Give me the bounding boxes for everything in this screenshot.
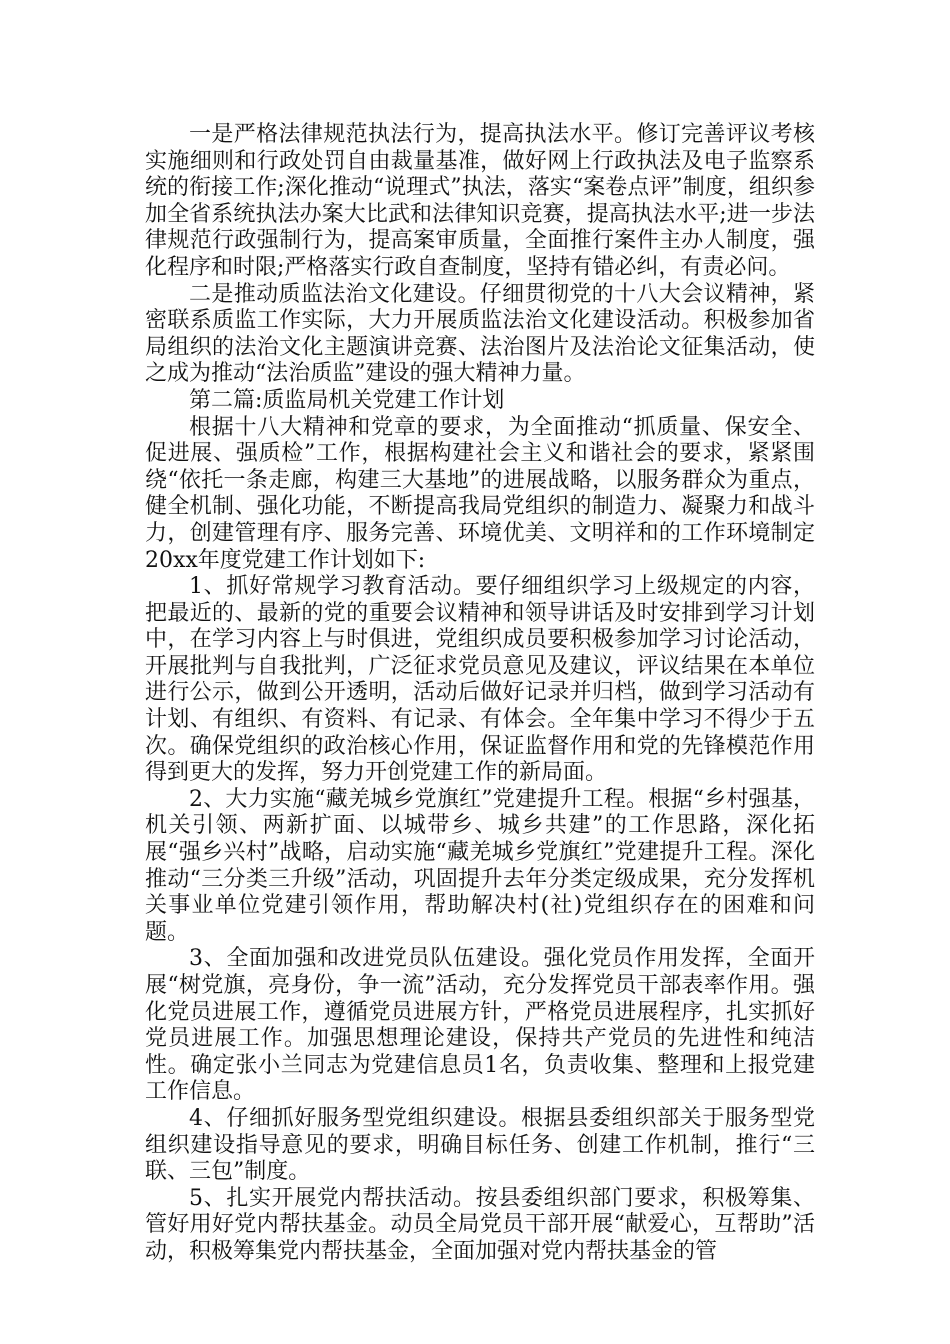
document-body <box>145 122 815 1266</box>
paragraph-rule-of-law-culture: 二是推动质监法治文化建设。仔细贯彻党的十八大会议精神，紧密联系质监工作实际，大力开展质监法治文化建设活动。积极参加省局组织的法治文化主题演讲竞赛、法治图片及法治论文征集活动，使之成为推动“法治质监”建设的强大精神力量。 <box>145 281 815 387</box>
paragraph-law-enforcement: 一是严格法律规范执法行为，提高执法水平。修订完善评议考核实施细则和行政处罚自由裁量基准，做好网上行政执法及电子监察系统的衔接工作;深化推动“说理式”执法，落实“案卷点评”制度，组织参加全省系统执法办案大比武和法律知识竞赛，提高执法水平;进一步法律规范行政强制行为，提高案审质量，全面推行案件主办人制度，强化程序和时限;严格落实行政自查制度，坚持有错必纠，有责必问。 <box>145 122 815 280</box>
paragraph-item-3: 3、全面加强和改进党员队伍建设。强化党员作用发挥，全面开展“树党旗，亮身份，争一流”活动，充分发挥党员干部表率作用。强化党员进展工作，遵循党员进展方针，严格党员进展程序，扎实抓好党员进展工作。加强思想理论建设，保持共产党员的先进性和纯洁性。确定张小兰同志为党建信息员1名，负责收集、整理和上报党建工作信息。 <box>145 946 815 1105</box>
paragraph-item-2: 2、大力实施“藏羌城乡党旗红”党建提升工程。根据“乡村强基，机关引领、两新扩面、以城带乡、城乡共建”的工作思路，深化拓展“强乡兴村”战略，启动实施“藏羌城乡党旗红”党建提升工程。深化推动“三分类三升级”活动，巩固提升去年分类定级成果，充分发挥机关事业单位党建引领作用，帮助解决村(社)党组织存在的困难和问题。 <box>145 786 815 945</box>
paragraph-item-4: 4、仔细抓好服务型党组织建设。根据县委组织部关于服务型党组织建设指导意见的要求，明确目标任务、创建工作机制，推行“三联、三包”制度。 <box>145 1105 815 1185</box>
paragraph-item-1: 1、抓好常规学习教育活动。要仔细组织学习上级规定的内容，把最近的、最新的党的重要会议精神和领导讲话及时安排到学习计划中，在学习内容上与时俱进，党组织成员要积极参加学习讨论活动，开展批判与自我批判，广泛征求党员意见及建议，评议结果在本单位进行公示，做到公开透明，活动后做好记录并归档，做到学习活动有计划、有组织、有资料、有记录、有体会。全年集中学习不得少于五次。确保党组织的政治核心作用，保证监督作用和党的先锋模范作用得到更大的发挥，努力开创党建工作的新局面。 <box>145 574 815 786</box>
section-heading: 第二篇:质监局机关党建工作计划 <box>189 387 505 413</box>
paragraph-intro: 根据十八大精神和党章的要求，为全面推动“抓质量、保安全、促进展、强质检”工作，根据构建社会主义和谐社会的要求，紧紧围绕“依托一条走廊，构建三大基地”的进展战略，以服务群众为重点，健全机制、强化功能，不断提高我局党组织的制造力、凝聚力和战斗力，创建管理有序、服务完善、环境优美、文明祥和的工作环境制定20xx年度党建工作计划如下: <box>145 414 815 573</box>
paragraph-item-5: 5、扎实开展党内帮扶活动。按县委组织部门要求，积极筹集、管好用好党内帮扶基金。动员全局党员干部开展“献爱心，互帮助”活动，积极筹集党内帮扶基金，全面加强对党内帮扶基金的管 <box>145 1185 815 1264</box>
